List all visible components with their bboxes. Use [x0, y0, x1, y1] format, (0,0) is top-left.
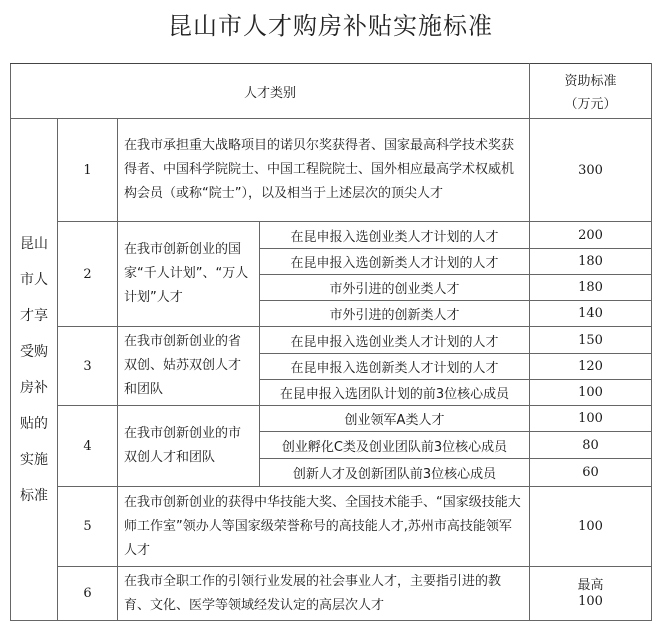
amount-cell: 150: [530, 327, 652, 354]
amount-cell: 180: [530, 249, 652, 275]
amount-cell: 80: [530, 432, 652, 459]
subcategory-text: 在昆申报入选创业类人才计划的人才: [260, 222, 530, 249]
subcategory-text: 创业领军A类人才: [260, 406, 530, 432]
amount-cell: 100: [530, 487, 652, 567]
amount-cell: 60: [530, 459, 652, 487]
subcategory-text: 在昆申报入选创业类人才计划的人才: [260, 327, 530, 354]
category-text: 在我市创新创业的市双创人才和团队: [118, 406, 260, 487]
amount-header-line2: （万元）: [564, 97, 617, 112]
amount-cell: 100: [530, 380, 652, 406]
table-row: [11, 406, 652, 432]
category-text: 在我市创新创业的获得中华技能大奖、全国技术能手、“国家级技能大师工作室”领办人等国家级荣誉称号的高技能人才,苏州市高技能领军人才: [118, 487, 530, 567]
category-text: 在我市承担重大战略项目的诺贝尔奖获得者、国家最高科学技术奖获得者、中国科学院院士、中国工程院院士、国外相应最高学术权威机构会员（或称“院士”），以及相当于上述层次的顶尖人才: [118, 119, 530, 222]
subcategory-text: 在昆申报入选创新类人才计划的人才: [260, 249, 530, 275]
row-number: 3: [58, 327, 118, 406]
side-label-line: 标准: [20, 487, 48, 504]
side-label-line: 才享: [20, 307, 48, 324]
table-row: [11, 119, 652, 222]
amount-cell: 120: [530, 354, 652, 380]
row-number: 5: [58, 487, 118, 567]
subcategory-text: 在昆申报入选创新类人才计划的人才: [260, 354, 530, 380]
amount-line1: 最高: [577, 577, 604, 593]
amount-cell: 180: [530, 275, 652, 301]
amount-cell: 140: [530, 301, 652, 327]
row-number: 6: [58, 567, 118, 621]
table-row: [11, 487, 652, 567]
amount-cell: 100: [530, 406, 652, 432]
header-row: [11, 64, 652, 119]
side-label-line: 受购: [20, 343, 48, 360]
side-label-line: 实施: [20, 451, 48, 468]
subcategory-text: 市外引进的创新类人才: [260, 301, 530, 327]
subcategory-text: 在昆申报入选团队计划的前3位核心成员: [260, 380, 530, 406]
amount-cell: 200: [530, 222, 652, 249]
row-number: 2: [58, 222, 118, 327]
side-label-line: 贴的: [20, 415, 48, 432]
amount-cell: 300: [530, 119, 652, 222]
side-label: [11, 119, 58, 621]
row-number: 1: [58, 119, 118, 222]
subcategory-text: 创新人才及创新团队前3位核心成员: [260, 459, 530, 487]
category-header: 人才类别: [11, 64, 530, 119]
side-label-line: 昆山: [20, 235, 48, 252]
subcategory-text: 创业孵化C类及创业团队前3位核心成员: [260, 432, 530, 459]
category-text: 在我市创新创业的国家“千人计划”、“万人计划”人才: [118, 222, 260, 327]
amount-line2: 100: [578, 593, 603, 609]
table-row: [11, 222, 652, 249]
amount-header: [530, 64, 652, 119]
page-title: 昆山市人才购房补贴实施标准: [168, 12, 493, 40]
side-label-line: 市人: [20, 271, 48, 288]
amount-header-line1: 资助标准: [564, 74, 617, 89]
side-label-line: 房补: [20, 379, 48, 396]
subcategory-text: 市外引进的创业类人才: [260, 275, 530, 301]
row-number: 4: [58, 406, 118, 487]
table-row: [11, 327, 652, 354]
category-text: 在我市创新创业的省双创、姑苏双创人才和团队: [118, 327, 260, 406]
subsidy-standards-table: [10, 63, 652, 621]
amount-cell: [530, 567, 652, 621]
category-text: 在我市全职工作的引领行业发展的社会事业人才，主要指引进的教育、文化、医学等领域经发认定的高层次人才: [118, 567, 530, 621]
table-row: [11, 567, 652, 621]
